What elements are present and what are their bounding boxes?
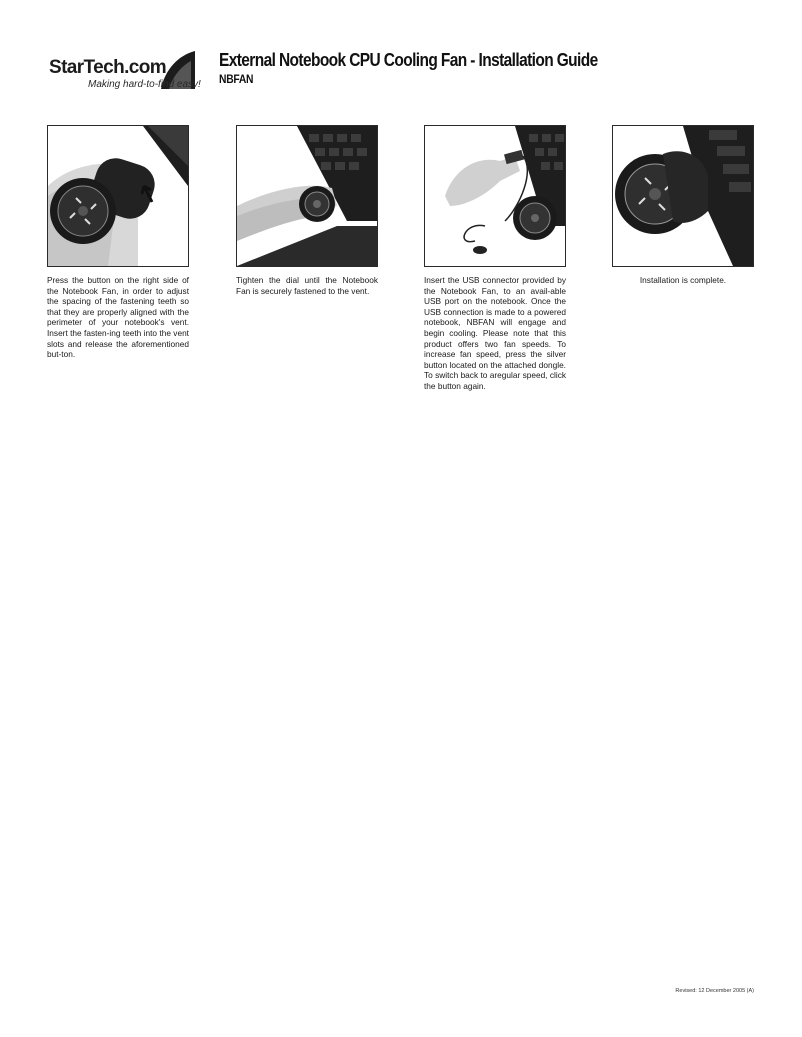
revision-date: Revised: 12 December 2005 (A) [675, 988, 754, 994]
step-4 [612, 125, 754, 286]
step-2-caption: Tighten the dial until the Notebook Fan is securely fastened to the vent. [236, 275, 378, 296]
logo-text: StarTech.com [49, 57, 167, 78]
step-3-caption: Insert the USB connector provided by the Notebook Fan, to an avail-able USB port on the notebook. Once the USB connection is made to a powered notebook, NBFAN will engage and begin cooling. Please note that this product offers two fan speeds. To increase fan speed, press the silver button located on the attached dongle. To switch back to aregular speed, click the button again. [424, 275, 566, 391]
step-1-caption: Press the button on the right side of the Notebook Fan, in order to adjust the spacing of the fastening teeth so that they are properly aligned with the perimeter of your notebook's vent. Insert the fasten-ing teeth into the vent slots and release the aforementioned but-ton. [47, 275, 189, 360]
fan-attach-photo [47, 125, 189, 267]
startech-logo [47, 49, 201, 93]
model-number: NBFAN [219, 72, 254, 86]
fan-dial-photo [236, 125, 378, 267]
installed-fan-photo [612, 125, 754, 267]
logo-tagline: Making hard-to-find easy! [88, 79, 201, 90]
step-4-caption: Installation is complete. [639, 275, 727, 285]
step-2 [236, 125, 378, 296]
step-3 [424, 125, 566, 392]
usb-connect-photo [424, 125, 566, 267]
step-1 [47, 125, 189, 360]
page-title: External Notebook CPU Cooling Fan - Installation Guide [219, 50, 598, 70]
